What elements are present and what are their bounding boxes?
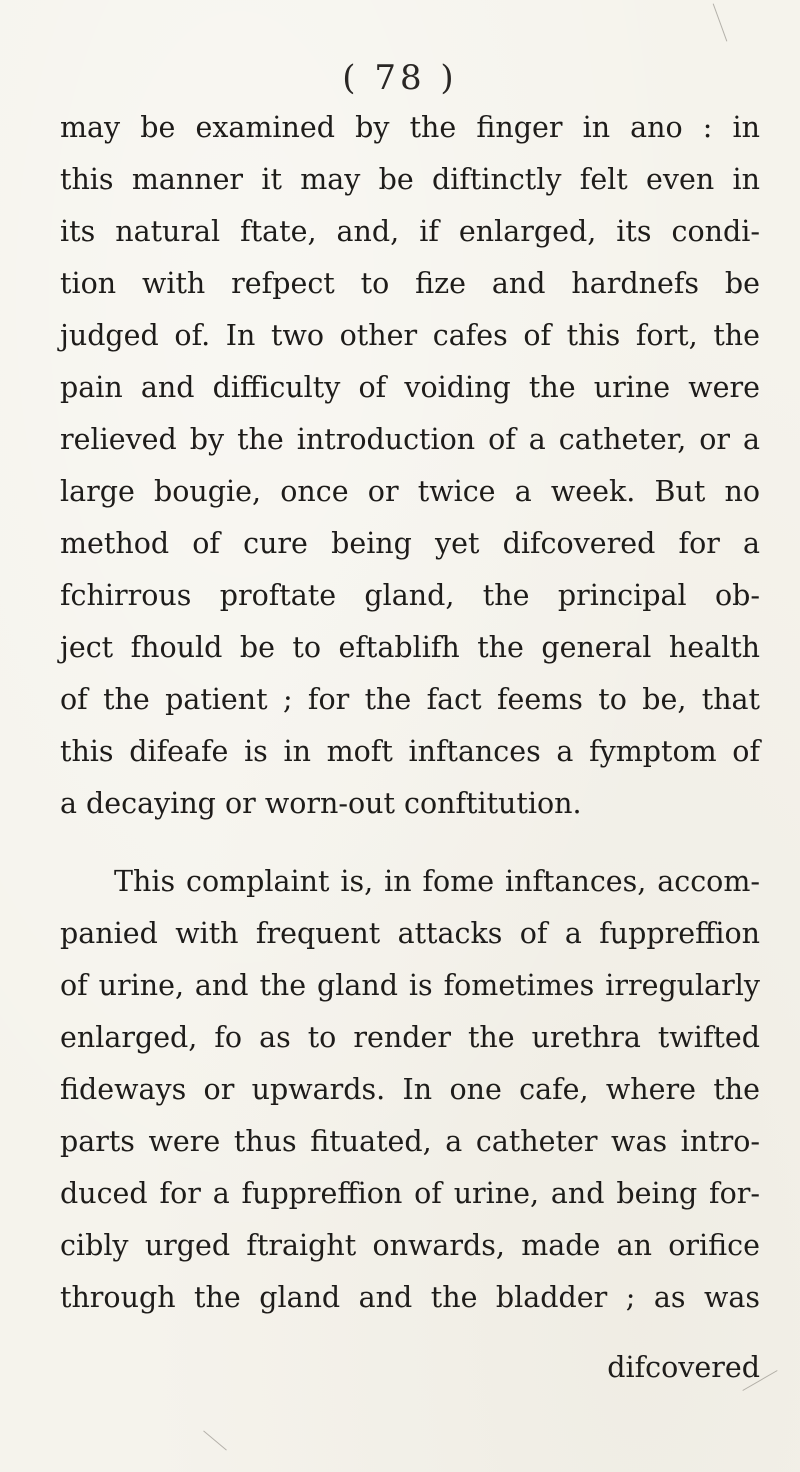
text-line: of urine, and the gland is fometimes irregularly <box>60 969 760 1002</box>
text-line: this manner it may be diftinctly felt even in <box>60 163 760 196</box>
text-line: cibly urged ftraight onwards, made an orifice <box>60 1229 760 1262</box>
text-line: This complaint is, in fome inftances, accom- <box>114 865 760 898</box>
text-line: fideways or upwards. In one cafe, where the <box>60 1073 760 1106</box>
text-line: ject fhould be to eftablifh the general health <box>60 631 760 664</box>
text-line: this difeafe is in moft inftances a fymptom of <box>60 735 760 768</box>
text-line: pain and difficulty of voiding the urine were <box>60 371 760 404</box>
text-line: of the patient ; for the fact feems to be, that <box>60 683 760 716</box>
text-line: panied with frequent attacks of a fuppreffion <box>60 917 760 950</box>
text-line: enlarged, fo as to render the urethra twifted <box>60 1021 760 1054</box>
text-line: large bougie, once or twice a week. But no <box>60 475 760 508</box>
page-number: ( 78 ) <box>342 58 458 98</box>
text-line: parts were thus fituated, a catheter was intro- <box>60 1125 760 1158</box>
text-line: method of cure being yet difcovered for a <box>60 527 760 560</box>
text-line: its natural ftate, and, if enlarged, its condi- <box>60 215 760 248</box>
text-line: relieved by the introduction of a catheter, or a <box>60 423 760 456</box>
text-line: judged of. In two other cafes of this fort, the <box>60 319 760 352</box>
text-line: may be examined by the finger in ano : in <box>60 111 760 144</box>
text-line: duced for a fuppreffion of urine, and being for- <box>60 1177 760 1210</box>
text-line: a decaying or worn-out conftitution. <box>60 787 582 820</box>
text-line: tion with refpect to fize and hardnefs be <box>60 267 760 300</box>
catchword: difcovered <box>607 1351 760 1384</box>
text-line: through the gland and the bladder ; as was <box>60 1281 760 1314</box>
text-line: fchirrous proftate gland, the principal ob- <box>60 579 760 612</box>
